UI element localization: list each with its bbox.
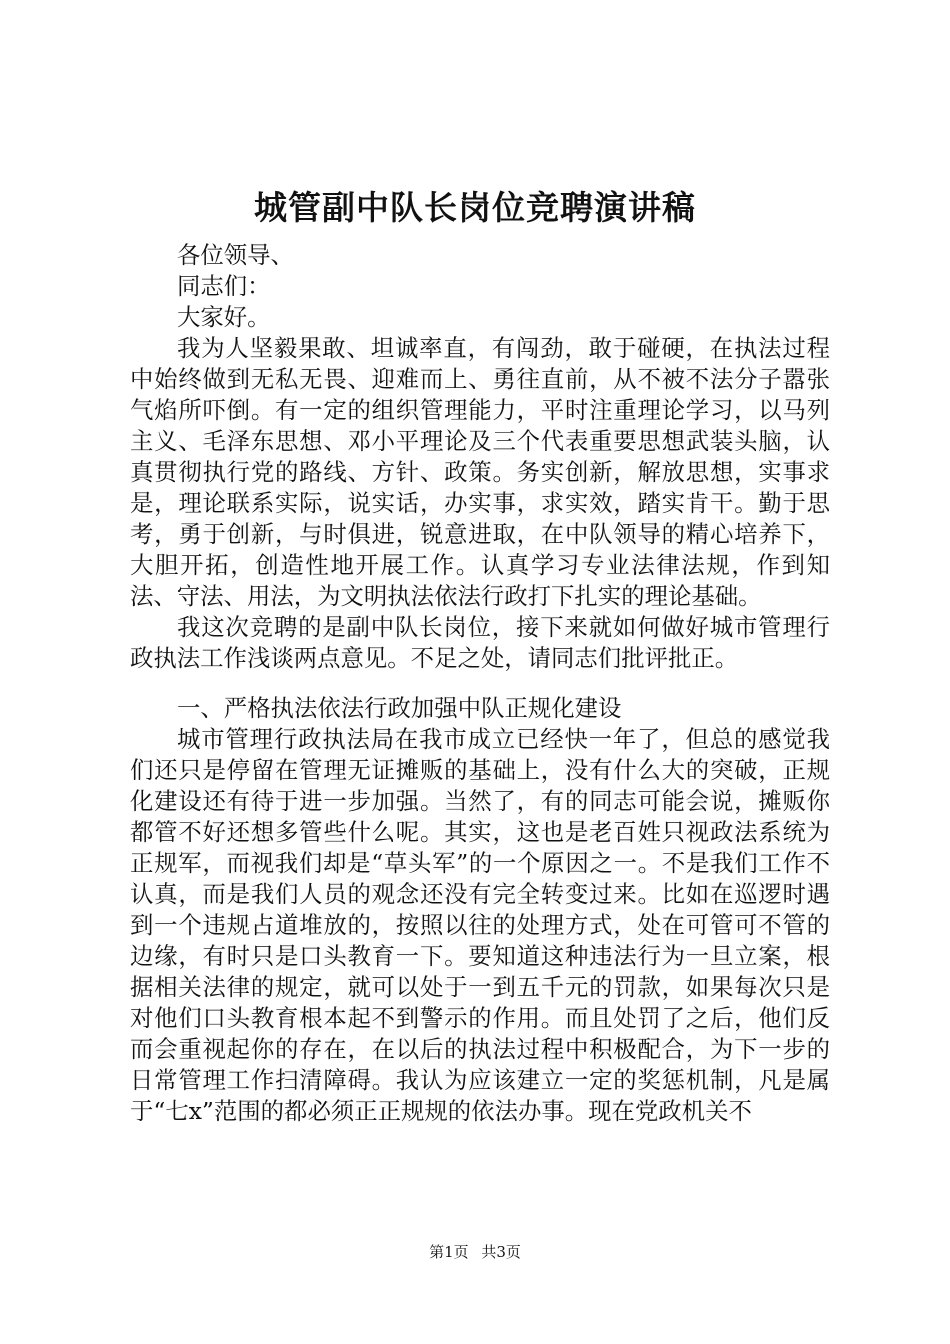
document-body [130,240,830,1127]
body-paragraph: 我为人坚毅果敢、坦诚率直，有闯劲，敢于碰硬，在执法过程中始终做到无私无畏、迎难而上、勇往直前，从不被不法分子嚣张气焰所吓倒。有一定的组织管理能力，平时注重理论学习，以马列主义、毛泽东思想、邓小平理论及三个代表重要思想武装头脑，认真贯彻执行党的路线、方针、政策。务实创新，解放思想，实事求是，理论联系实际，说实话，办实事，求实效，踏实肯干。勤于思考，勇于创新，与时俱进，锐意进取，在中队领导的精心培养下，大胆开拓，创造性地开展工作。认真学习专业法律法规，作到知法、守法、用法，为文明执法依法行政打下扎实的理论基础。 [130,334,830,610]
salutation-line: 同志们： [177,272,271,300]
page-total: 共3页 [481,1243,521,1261]
salutation-line: 大家好。 [177,303,271,331]
salutation-line: 各位领导、 [177,241,294,269]
page-footer [0,1241,950,1263]
body-paragraph: 我这次竞聘的是副中队长岗位，接下来就如何做好城市管理行政执法工作浅谈两点意见。不足之处，请同志们批评批正。 [130,613,830,672]
document-title: 城管副中队长岗位竞聘演讲稿 [254,188,696,227]
body-paragraph: 城市管理行政执法局在我市成立已经快一年了，但总的感觉我们还只是停留在管理无证摊贩的基础上，没有什么大的突破，正规化建设还有待于进一步加强。当然了，有的同志可能会说，摊贩你都管不好还想多管些什么呢。其实，这也是老百姓只视政法系统为正规军，而视我们却是“草头军”的一个原因之一。不是我们工作不认真，而是我们人员的观念还没有完全转变过来。比如在巡逻时遇到一个违规占道堆放的，按照以往的处理方式，处在可管可不管的边缘，有时只是口头教育一下。要知道这种违法行为一旦立案，根据相关法律的规定，就可以处于一到五千元的罚款，如果每次只是对他们口头教育根本起不到警示的作用。而且处罚了之后，他们反而会重视起你的存在，在以后的执法过程中积极配合，为下一步的日常管理工作扫清障碍。我认为应该建立一定的奖惩机制，凡是属于“七x”范围的都必须正正规规的依法办事。现在党政机关不 [130,725,830,1125]
paragraph-gap [130,674,830,693]
section-heading: 一、严格执法依法行政加强中队正规化建设 [177,694,622,722]
page-number: 第1页 [429,1243,469,1261]
